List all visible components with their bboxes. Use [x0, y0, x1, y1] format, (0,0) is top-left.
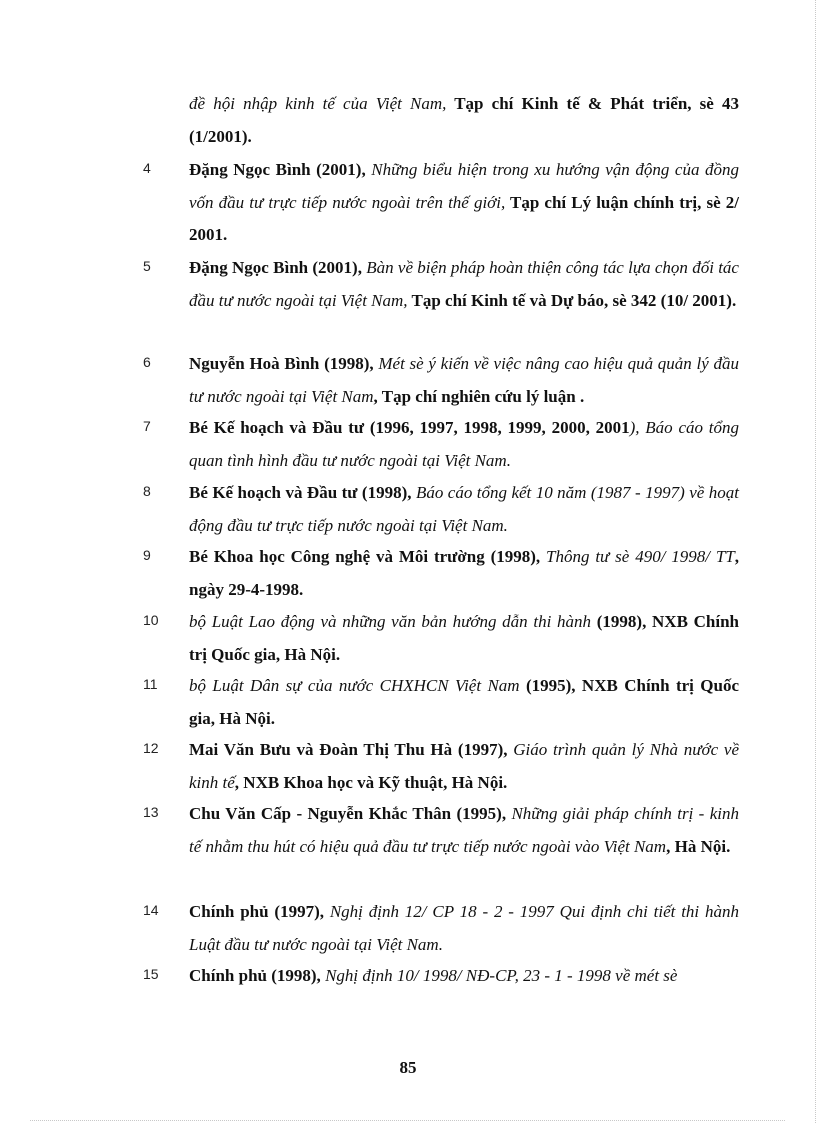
reference-title: Nghị định 12/ CP 18 - 2 - 1997 Qui định chi tiết thi hành Luật đầu tư nước ngoài tại Việt Nam. [189, 902, 739, 954]
reference-title: ), Báo cáo tổng quan tình hình đầu tư nước ngoài tại Việt Nam. [189, 418, 739, 470]
reference-title: bộ Luật Lao động và những văn bản hướng dẫn thi hành [189, 612, 592, 631]
reference-author: Đặng Ngọc Bình (2001), [189, 258, 367, 277]
reference-title: Báo cáo tổng kết 10 năm (1987 - 1997) về hoạt động đầu tư trực tiếp nước ngoài tại Việt Nam. [189, 483, 739, 535]
reference-text [189, 412, 739, 477]
reference-text [189, 348, 739, 413]
reference-source: Tạp chí Kinh tế & Phát triển, sè 43 (1/2001). [189, 94, 739, 146]
reference-source: (1995), NXB Chính trị Quốc gia, Hà Nội. [189, 676, 740, 728]
reference-author: Chính phủ (1997), [189, 902, 330, 921]
page-bottom-border [30, 1120, 785, 1121]
reference-text [189, 896, 739, 961]
reference-text [189, 541, 739, 606]
reference-number: 14 [143, 902, 159, 918]
reference-source: Tạp chí Lý luận chính trị, sè 2/ 2001. [189, 192, 739, 244]
reference-text [189, 154, 739, 252]
reference-text [189, 88, 739, 153]
reference-number: 13 [143, 804, 159, 820]
reference-number: 4 [143, 160, 151, 176]
reference-source: (1998), NXB Chính trị Quốc gia, Hà Nội. [189, 612, 739, 664]
reference-author: Chính phủ (1998), [189, 966, 326, 985]
reference-title: bộ Luật Dân sự của nước CHXHCN Việt Nam [189, 676, 520, 695]
reference-number: 10 [143, 612, 159, 628]
reference-number: 12 [143, 740, 159, 756]
reference-number: 8 [143, 483, 151, 499]
reference-author: Bé Kế hoạch và Đầu tư (1996, 1997, 1998, 1999, 2000, 2001 [189, 418, 630, 437]
reference-source: , Hà Nội. [666, 836, 731, 856]
reference-title: Thông tư sè 490/ 1998/ TT [546, 547, 735, 566]
reference-source: , NXB Khoa học và Kỹ thuật, Hà Nội. [234, 772, 508, 792]
reference-number: 6 [143, 354, 151, 370]
reference-text [189, 960, 739, 993]
reference-text [189, 252, 739, 317]
reference-source: , Tạp chí nghiên cứu lý luận . [373, 386, 585, 406]
reference-source: , ngày 29-4-1998. [189, 547, 739, 599]
reference-number: 11 [143, 676, 158, 692]
reference-title: đề hội nhập kinh tế của Việt Nam, [189, 94, 447, 113]
reference-author: Mai Văn Bưu và Đoàn Thị Thu Hà (1997), [189, 740, 514, 759]
reference-text [189, 670, 739, 735]
reference-author: Đặng Ngọc Bình (2001), [189, 160, 372, 179]
reference-number: 7 [143, 418, 151, 434]
reference-author: Nguyễn Hoà Bình (1998), [189, 354, 379, 373]
reference-number: 9 [143, 547, 151, 563]
reference-title: Nghị định 10/ 1998/ NĐ-CP, 23 - 1 - 1998 về mét sè [325, 966, 678, 985]
page-number: 85 [399, 1058, 417, 1077]
reference-number: 15 [143, 966, 159, 982]
reference-title: Mét sè ý kiến về việc nâng cao hiệu quả quản lý đầu tư nước ngoài tại Việt Nam [189, 354, 740, 406]
reference-author: Bé Khoa học Công nghệ và Môi trường (1998), [189, 547, 547, 566]
reference-title: Giáo trình quản lý Nhà nước về kinh tế [189, 740, 739, 792]
reference-author: Bé Kế hoạch và Đầu tư (1998), [189, 483, 416, 502]
reference-author: Chu Văn Cấp - Nguyễn Khắc Thân (1995), [189, 804, 512, 823]
reference-title: Những giải pháp chính trị - kinh tế nhằm thu hút có hiệu quả đầu tư trực tiếp nước ngoài vào Việt Nam [189, 804, 739, 856]
reference-text [189, 606, 739, 671]
reference-title: Những biểu hiện trong xu hướng vận động của đồng vốn đầu tư trực tiếp nước ngoài trên thế giới, [189, 160, 739, 212]
reference-text [189, 477, 739, 542]
reference-title: Bàn về biện pháp hoàn thiện công tác lựa chọn đối tác đầu tư nước ngoài tại Việt Nam, [189, 258, 739, 310]
reference-text [189, 734, 739, 799]
reference-source: Tạp chí Kinh tế và Dự báo, sè 342 (10/ 2001). [407, 290, 737, 310]
reference-number: 5 [143, 258, 151, 274]
reference-text [189, 798, 739, 863]
